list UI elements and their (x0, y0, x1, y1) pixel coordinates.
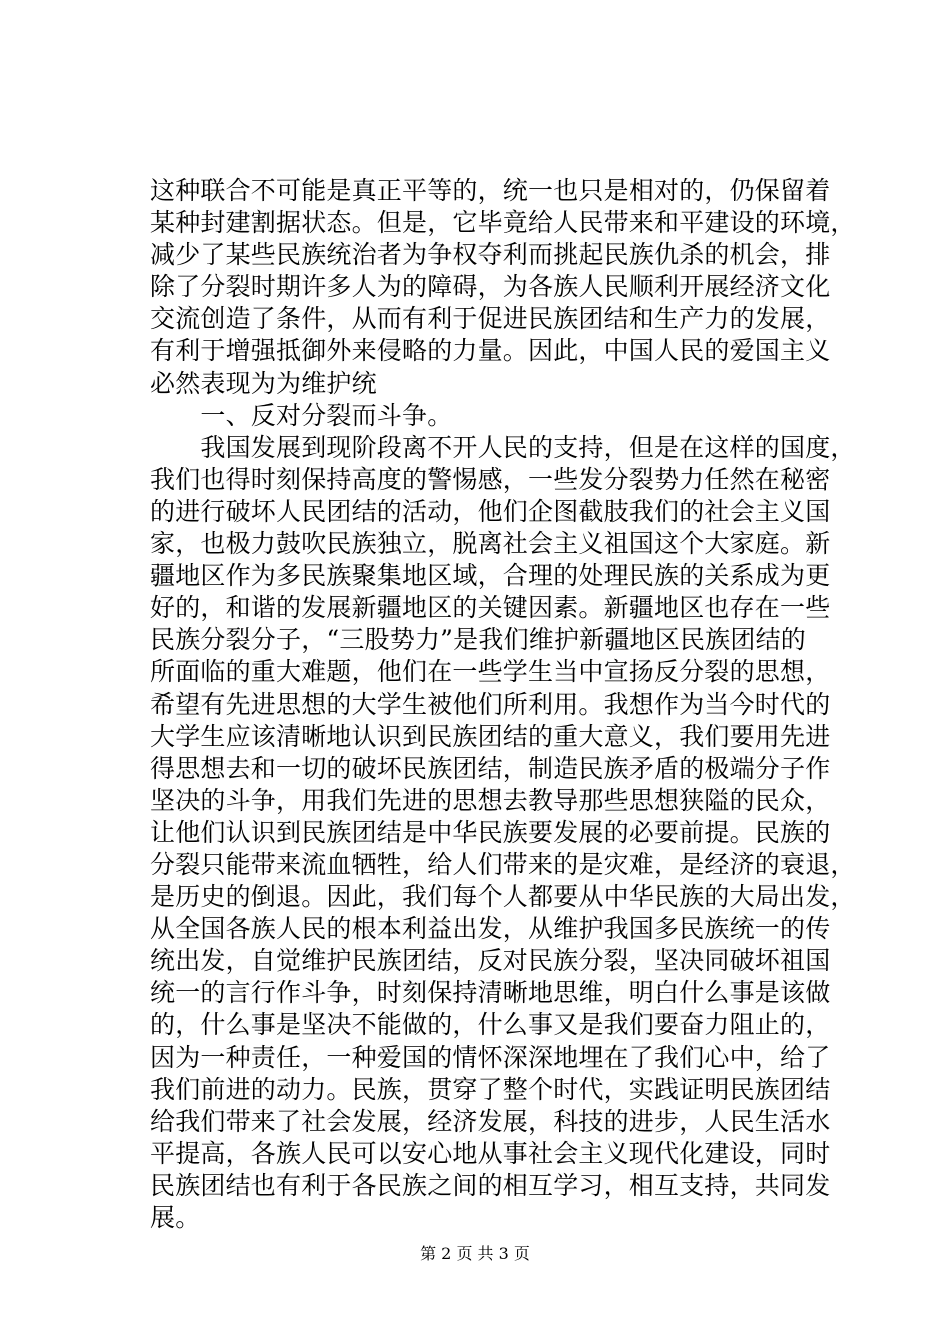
text-line: 展。 (150, 1203, 201, 1232)
page-number-label: 第 2 页 共 3 页 (420, 1244, 530, 1263)
text-line: 除了分裂时期许多人为的障碍，为各族人民顺利开展经济文化 (150, 272, 831, 302)
text-line: 得思想去和一切的破坏民族团结，制造民族矛盾的极端分子作 (150, 753, 831, 783)
text-line: 因为一种责任，一种爱国的情怀深深地埋在了我们心中，给了 (150, 1042, 831, 1072)
text-line: 的进行破坏人民团结的活动，他们企图截肢我们的社会主义国 (150, 496, 831, 526)
text-line: 统出发，自觉维护民族团结，反对民族分裂，坚决同破坏祖国 (150, 946, 831, 976)
text-line: 我们也得时刻保持高度的警惕感，一些发分裂势力任然在秘密 (150, 464, 831, 494)
text-line: 平提高，各族人民可以安心地从事社会主义现代化建设，同时 (150, 1138, 831, 1168)
text-line: 有利于增强抵御外来侵略的力量。因此，中国人民的爱国主义 (150, 336, 831, 366)
body-text (150, 175, 856, 1234)
text-line: 民族团结也有利于各民族之间的相互学习，相互支持，共同发 (150, 1170, 831, 1200)
text-line: 坚决的斗争，用我们先进的思想去教导那些思想狭隘的民众， (150, 785, 831, 815)
text-line: 所面临的重大难题，他们在一些学生当中宣扬反分裂的思想， (150, 657, 831, 687)
text-line: 统一的言行作斗争，时刻保持清晰地思维，明白什么事是该做 (150, 978, 831, 1008)
text-line: 某种封建割据状态。但是，它毕竟给人民带来和平建设的环境， (150, 208, 856, 238)
text-line: 的，什么事是坚决不能做的，什么事又是我们要奋力阻止的， (150, 1010, 831, 1040)
text-line: 民族分裂分子，“三股势力”是我们维护新疆地区民族团结的 (150, 625, 806, 655)
text-line: 疆地区作为多民族聚集地区域，合理的处理民族的关系成为更 (150, 561, 831, 591)
text-line: 减少了某些民族统治者为争权夺利而挑起民族仇杀的机会，排 (150, 240, 831, 270)
page-footer (0, 1244, 950, 1264)
text-line: 我国发展到现阶段离不开人民的支持，但是在这样的国度， (150, 432, 856, 462)
text-line: 我们前进的动力。民族，贯穿了整个时代，实践证明民族团结 (150, 1074, 831, 1104)
text-line: 好的，和谐的发展新疆地区的关键因素。新疆地区也存在一些 (150, 593, 831, 623)
text-line: 这种联合不可能是真正平等的，统一也只是相对的，仍保留着 (150, 176, 831, 205)
text-line: 家，也极力鼓吹民族独立，脱离社会主义祖国这个大家庭。新 (150, 529, 831, 559)
text-line: 希望有先进思想的大学生被他们所利用。我想作为当今时代的 (150, 689, 831, 719)
text-line: 让他们认识到民族团结是中华民族要发展的必要前提。民族的 (150, 817, 831, 847)
text-line: 必然表现为为维护统 (150, 368, 377, 398)
section-heading: 一、反对分裂而斗争。 (150, 400, 453, 430)
text-line: 是历史的倒退。因此，我们每个人都要从中华民族的大局出发， (150, 882, 856, 912)
text-line: 从全国各族人民的根本利益出发，从维护我国多民族统一的传 (150, 914, 831, 944)
text-line: 交流创造了条件，从而有利于促进民族团结和生产力的发展， (150, 304, 831, 334)
text-line: 大学生应该清晰地认识到民族团结的重大意义，我们要用先进 (150, 721, 831, 751)
text-line: 分裂只能带来流血牺牲，给人们带来的是灾难，是经济的衰退， (150, 849, 856, 879)
text-line: 给我们带来了社会发展，经济发展，科技的进步，人民生活水 (150, 1106, 831, 1136)
